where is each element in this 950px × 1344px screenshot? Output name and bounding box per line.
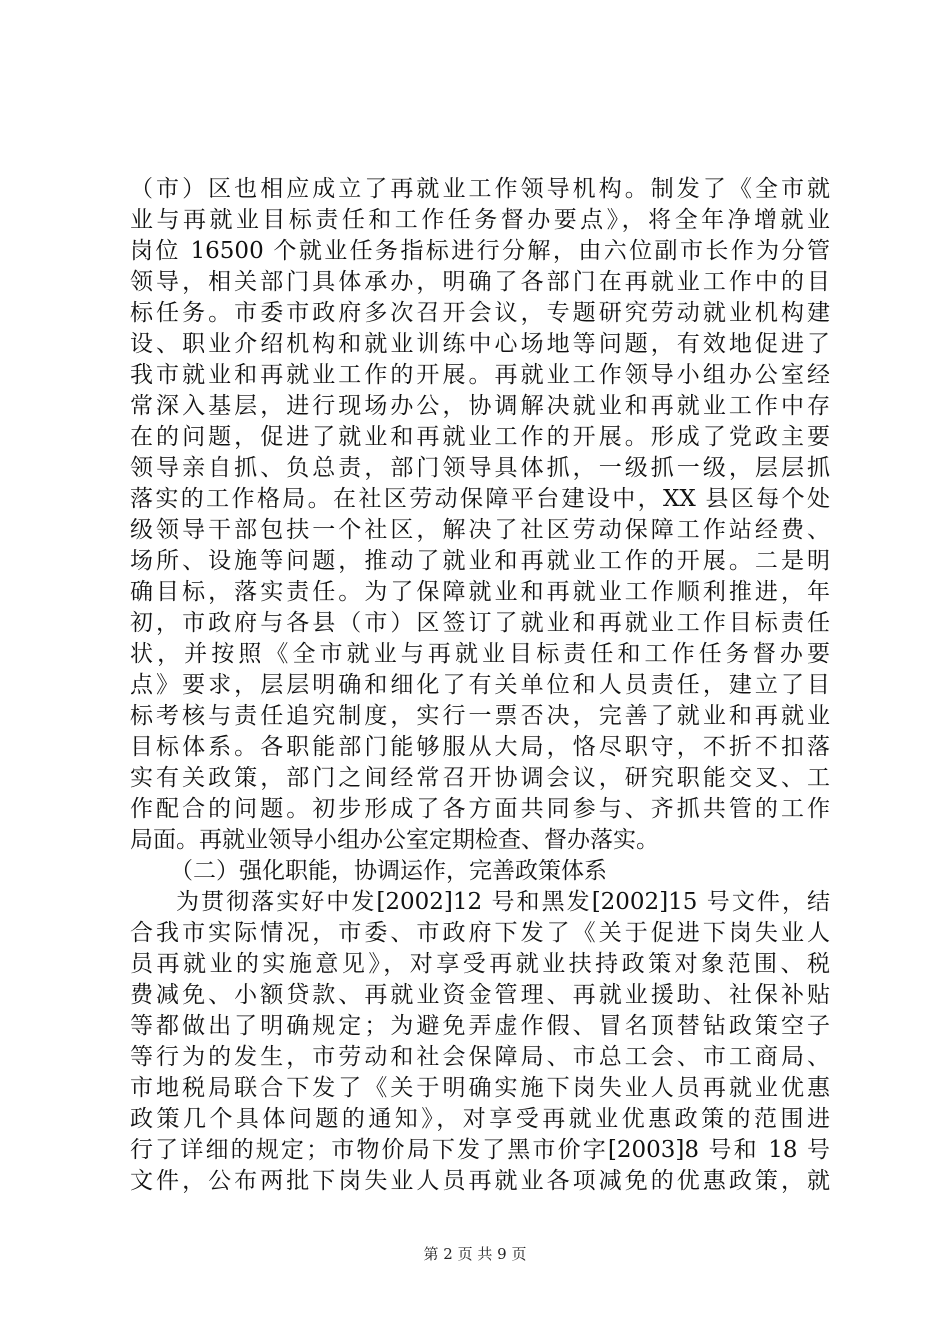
paragraph-1	[130, 174, 830, 856]
text-line: 确目标，落实责任。为了保障就业和再就业工作顺利推进，年	[130, 579, 830, 605]
text-line: 等都做出了明确规定；为避免弄虚作假、冒名顶替钻政策空子	[130, 1013, 830, 1039]
text-line: 岗位 16500 个就业任务指标进行分解，由六位副市长作为分管	[130, 238, 830, 264]
text-line: 状，并按照《全市就业与再就业目标责任和工作任务督办要	[130, 641, 830, 667]
text-line: 等行为的发生，市劳动和社会保障局、市总工会、市工商局、	[130, 1044, 830, 1070]
text-line: 文件，公布两批下岗失业人员再就业各项减免的优惠政策，就	[130, 1168, 830, 1194]
text-line: 级领导干部包扶一个社区，解决了社区劳动保障工作站经费、	[130, 517, 830, 543]
text-line: 点》要求，层层明确和细化了有关单位和人员责任，建立了目	[130, 672, 830, 698]
text-line: 政策几个具体问题的通知》，对享受再就业优惠政策的范围进	[130, 1106, 830, 1132]
text-line: 场所、设施等问题，推动了就业和再就业工作的开展。二是明	[130, 548, 830, 574]
text-line: 作配合的问题。初步形成了各方面共同参与、齐抓共管的工作	[130, 796, 830, 822]
text-line: 市地税局联合下发了《关于明确实施下岗失业人员再就业优惠	[130, 1075, 830, 1101]
text-line: 合我市实际情况，市委、市政府下发了《关于促进下岗失业人	[130, 920, 830, 946]
text-line: 为贯彻落实好中发[2002]12 号和黑发[2002]15 号文件，结	[176, 889, 830, 915]
page-number-label: 第 2 页 共 9 页	[423, 1245, 527, 1263]
text-line: 标考核与责任追究制度，实行一票否决，完善了就业和再就业	[130, 703, 830, 729]
page-footer	[0, 1243, 950, 1264]
text-line: 费减免、小额贷款、再就业资金管理、再就业援助、社保补贴	[130, 982, 830, 1008]
text-line: 在的问题，促进了就业和再就业工作的开展。形成了党政主要	[130, 424, 830, 450]
text-line: 行了详细的规定；市物价局下发了黑市价字[2003]8 号和 18 号	[130, 1137, 830, 1163]
text-line: 常深入基层，进行现场办公，协调解决就业和再就业工作中存	[130, 393, 830, 419]
text-line: 设、职业介绍机构和就业训练中心场地等问题，有效地促进了	[130, 331, 830, 357]
text-line: 标任务。市委市政府多次召开会议，专题研究劳动就业机构建	[130, 300, 830, 326]
document-body	[130, 174, 830, 1197]
text-line: 领导，相关部门具体承办，明确了各部门在再就业工作中的目	[130, 269, 830, 295]
text-line: 实有关政策，部门之间经常召开协调会议，研究职能交叉、工	[130, 765, 830, 791]
paragraph-2	[130, 887, 830, 1197]
text-line: 目标体系。各职能部门能够服从大局，恪尽职守，不折不扣落	[130, 734, 830, 760]
text-line: 我市就业和再就业工作的开展。再就业工作领导小组办公室经	[130, 362, 830, 388]
section-heading: （二）强化职能，协调运作，完善政策体系	[170, 858, 607, 884]
text-line: 落实的工作格局。在社区劳动保障平台建设中，XX 县区每个处	[130, 486, 830, 512]
text-line: 业与再就业目标责任和工作任务督办要点》，将全年净增就业	[130, 207, 830, 233]
text-line: 领导亲自抓、负总责，部门领导具体抓，一级抓一级，层层抓	[130, 455, 830, 481]
text-line: （市）区也相应成立了再就业工作领导机构。制发了《全市就	[130, 176, 830, 202]
text-line: 员再就业的实施意见》，对享受再就业扶持政策对象范围、税	[130, 951, 830, 977]
text-line: 局面。再就业领导小组办公室定期检查、督办落实。	[130, 827, 659, 853]
text-line: 初，市政府与各县（市）区签订了就业和再就业工作目标责任	[130, 610, 830, 636]
